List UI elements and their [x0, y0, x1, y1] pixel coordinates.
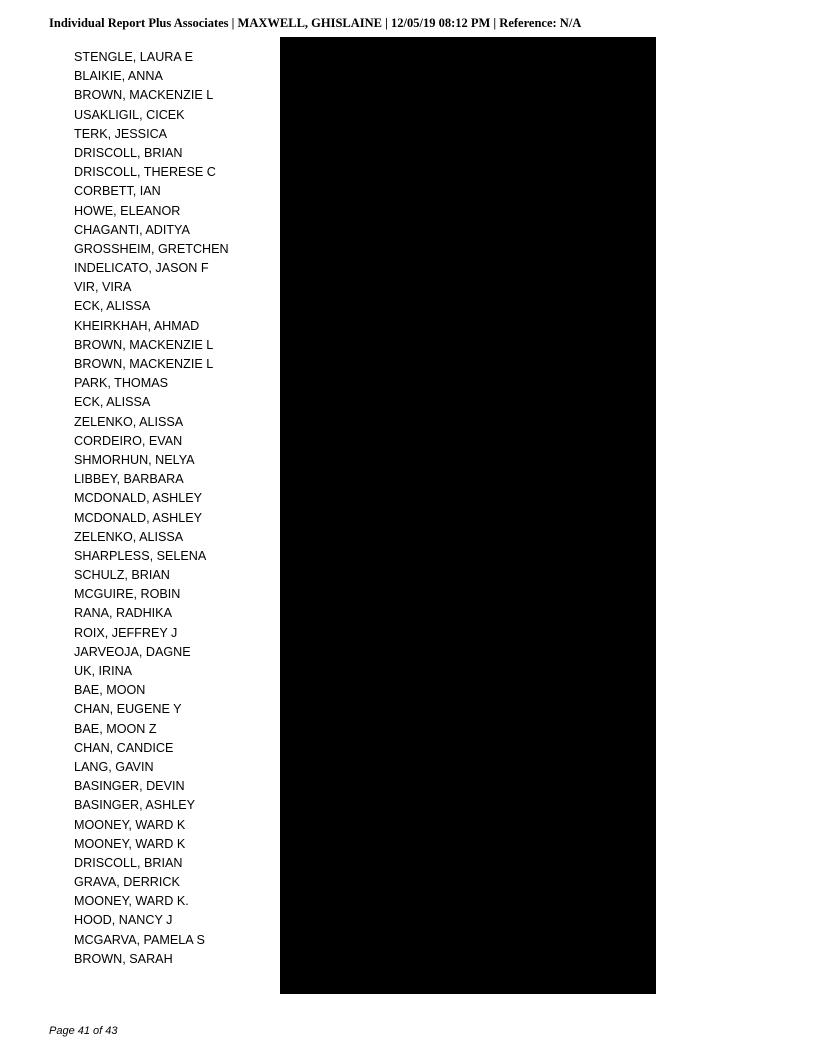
associate-name: USAKLIGIL, CICEK [74, 107, 185, 122]
associate-name: SHARPLESS, SELENA [74, 548, 207, 563]
associate-name: MOONEY, WARD K [74, 836, 186, 851]
associate-name: ZELENKO, ALISSA [74, 529, 184, 544]
associate-name: DRISCOLL, BRIAN [74, 855, 183, 870]
associate-name: INDELICATO, JASON F [74, 261, 209, 276]
associate-name: GROSSHEIM, GRETCHEN [74, 241, 229, 256]
associate-name: CHAGANTI, ADITYA [74, 222, 190, 237]
associate-name: BASINGER, DEVIN [74, 779, 185, 794]
associate-name: MCGUIRE, ROBIN [74, 587, 181, 602]
associate-name: CHAN, CANDICE [74, 740, 174, 755]
associate-name: SHMORHUN, NELYA [74, 452, 195, 467]
associate-name: BROWN, MACKENZIE L [74, 357, 214, 371]
redaction-block [280, 37, 656, 994]
associate-name: VIR, VIRA [74, 280, 132, 295]
associate-name: DRISCOLL, THERESE C [74, 165, 216, 180]
associate-name: STENGLE, LAURA E [74, 50, 193, 64]
associate-name: TERK, JESSICA [74, 126, 168, 141]
associate-name: LIBBEY, BARBARA [74, 472, 184, 487]
associate-name: PARK, THOMAS [74, 376, 169, 391]
associate-name: ZELENKO, ALISSA [74, 414, 184, 429]
associate-name: BROWN, MACKENZIE L [74, 337, 214, 352]
associate-name: DRISCOLL, BRIAN [74, 145, 183, 160]
associate-name: MOONEY, WARD K. [74, 894, 189, 909]
associate-name: KHEIRKHAH, AHMAD [74, 318, 200, 333]
associate-name: BAE, MOON Z [74, 721, 157, 736]
report-header: Individual Report Plus Associates | MAXWELL, GHISLAINE | 12/05/19 08:12 PM | Reference: N/A [49, 16, 582, 30]
associate-name: UK, IRINA [74, 664, 133, 678]
associate-name: MCDONALD, ASHLEY [74, 491, 203, 506]
associate-name: ECK, ALISSA [74, 299, 151, 314]
associate-name: GRAVA, DERRICK [74, 875, 180, 890]
associate-name: LANG, GAVIN [74, 759, 154, 774]
associate-name: BROWN, SARAH [74, 951, 173, 966]
associate-name: CORBETT, IAN [74, 184, 161, 199]
associate-name: ECK, ALISSA [74, 395, 151, 410]
associate-name: MCDONALD, ASHLEY [74, 510, 203, 525]
associate-name: CHAN, EUGENE Y [74, 702, 182, 717]
associate-name: SCHULZ, BRIAN [74, 568, 170, 583]
associate-name: BAE, MOON [74, 683, 146, 698]
associate-name: RANA, RADHIKA [74, 606, 172, 621]
associate-name-list [74, 48, 229, 969]
associate-name: HOWE, ELEANOR [74, 203, 181, 218]
associate-name: BROWN, MACKENZIE L [74, 88, 214, 103]
associate-name: MCGARVA, PAMELA S [74, 932, 205, 947]
associate-name: CORDEIRO, EVAN [74, 433, 183, 448]
associate-name: JARVEOJA, DAGNE [74, 644, 191, 659]
associate-name: BASINGER, ASHLEY [74, 798, 196, 813]
associate-name: MOONEY, WARD K [74, 817, 186, 832]
associate-name: ROIX, JEFFREY J [74, 625, 178, 640]
associate-name: BLAIKIE, ANNA [74, 69, 163, 84]
page-number: Page 41 of 43 [49, 1025, 118, 1037]
associate-name: HOOD, NANCY J [74, 913, 173, 928]
